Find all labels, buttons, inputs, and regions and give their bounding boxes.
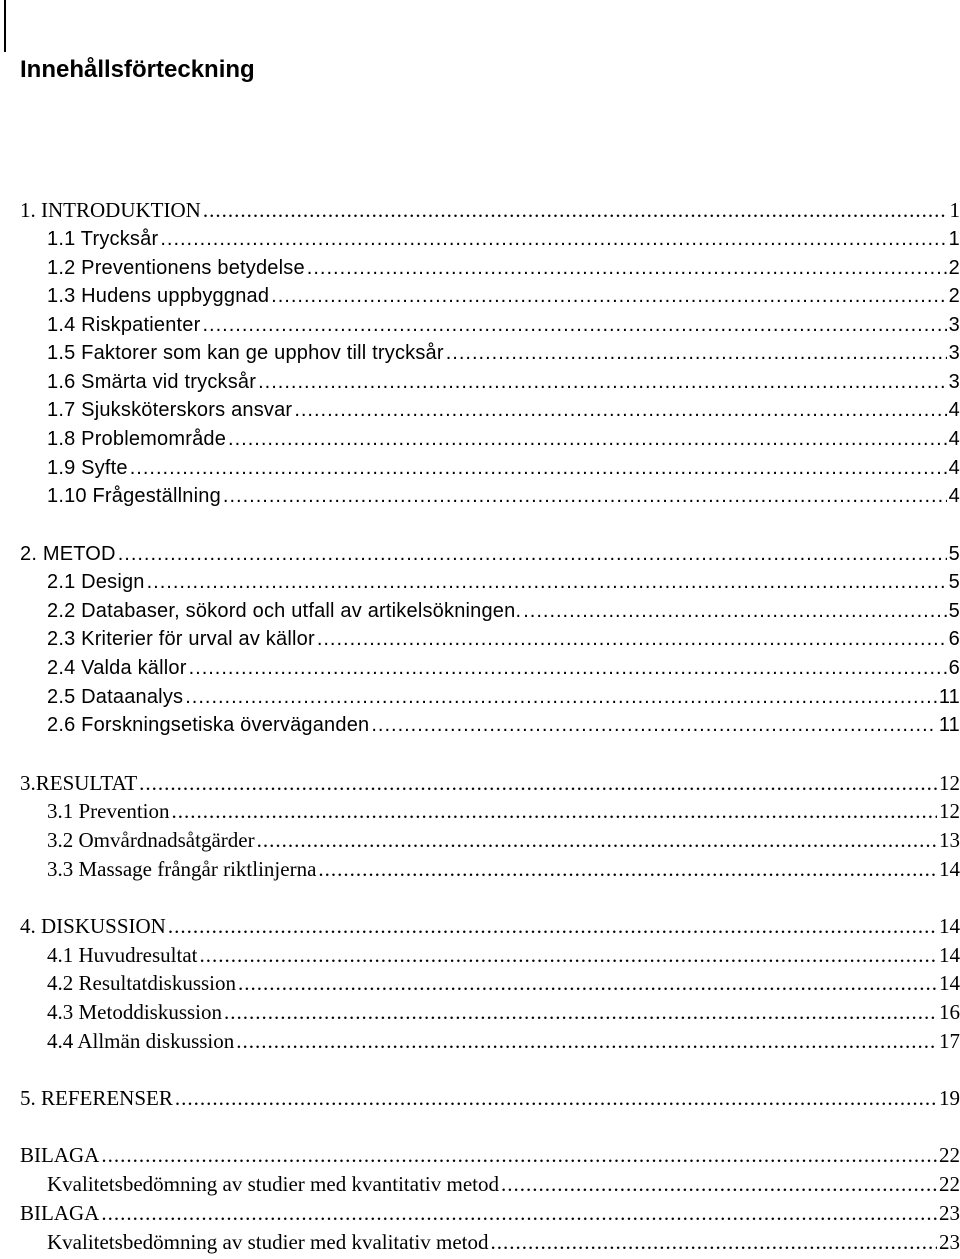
toc-entry-2-6-forskningsetiska[interactable]	[47, 711, 960, 740]
toc-entry-label: Kvalitetsbedömning av studier med kvantitativ metod	[47, 1172, 499, 1196]
toc-dot-leader	[202, 311, 946, 340]
toc-entry-page-number: 5	[948, 600, 960, 622]
toc-entry-page-number: 14	[939, 857, 960, 881]
page-corner-mark	[4, 0, 6, 52]
toc-entry-label: 1. INTRODUKTION	[20, 198, 201, 222]
toc-entry-label: 4.2 Resultatdiskussion	[47, 971, 237, 995]
toc-dot-leader	[185, 683, 937, 712]
toc-dot-leader	[294, 396, 946, 425]
toc-dot-leader	[238, 969, 937, 998]
toc-dot-leader	[171, 797, 937, 826]
toc-dot-leader	[224, 998, 937, 1027]
toc-dot-leader	[223, 482, 947, 511]
toc-entry-1-2-preventionens-betydelse[interactable]	[47, 254, 960, 283]
toc-entry-page-number: 3	[948, 314, 960, 336]
toc-entry-label: 2.3 Kriterier för urval av källor	[47, 628, 315, 650]
toc-entry-page-number: 11	[938, 714, 960, 736]
toc-dot-leader	[491, 1228, 938, 1257]
toc-entry-1-1-trycksar[interactable]	[47, 225, 960, 254]
toc-entry-label: 2.5 Dataanalys	[47, 686, 184, 708]
toc-entry-2-1-design[interactable]	[47, 568, 960, 597]
toc-entry-label: 4.3 Metoddiskussion	[47, 1000, 223, 1024]
toc-dot-leader	[271, 282, 947, 311]
toc-entry-label: 1.2 Preventionens betydelse	[47, 257, 305, 279]
toc-entry-label: 3.1 Prevention	[47, 799, 170, 823]
toc-dot-leader	[175, 1084, 937, 1113]
toc-entry-page-number: 6	[948, 657, 960, 679]
toc-dot-leader	[258, 368, 947, 397]
toc-dot-leader	[199, 941, 937, 970]
toc-entry-1-7-sjukskoterskors-ansvar[interactable]	[47, 396, 960, 425]
toc-dot-leader	[101, 1199, 937, 1228]
toc-dot-leader	[257, 826, 937, 855]
toc-entry-5-referenser[interactable]	[20, 1084, 960, 1113]
toc-entry-1-4-riskpatienter[interactable]	[47, 311, 960, 340]
toc-dot-leader	[139, 769, 937, 798]
toc-entry-label: BILAGA	[20, 1201, 100, 1225]
toc-entry-page-number: 12	[939, 799, 960, 823]
toc-entry-label: 2.1 Design	[47, 571, 145, 593]
toc-entry-label: 5. REFERENSER	[20, 1086, 173, 1110]
toc-entry-page-number: 14	[939, 971, 960, 995]
toc-entry-label: 1.1 Trycksår	[47, 228, 159, 250]
toc-dot-leader	[130, 454, 947, 483]
toc-dot-leader	[168, 912, 937, 941]
toc-entry-label: 3.2 Omvårdnadsåtgärder	[47, 828, 255, 852]
toc-entry-1-6-smarta[interactable]	[47, 368, 960, 397]
toc-entry-bilaga-2[interactable]	[20, 1199, 960, 1228]
toc-entry-3-2-omvardnadsatgarder[interactable]	[47, 826, 960, 855]
toc-entry-page-number: 11	[938, 686, 960, 708]
toc-dot-leader	[118, 540, 947, 569]
toc-entry-label: 2.4 Valda källor	[47, 657, 187, 679]
toc-dot-leader	[501, 1170, 937, 1199]
toc-entry-page-number: 3	[948, 371, 960, 393]
toc-entry-label: 3.RESULTAT	[20, 771, 138, 795]
toc-entry-4-diskussion[interactable]	[20, 912, 960, 941]
toc-entry-1-introduktion[interactable]	[20, 196, 960, 225]
toc-entry-4-1-huvudresultat[interactable]	[47, 941, 960, 970]
toc-entry-page-number: 14	[939, 943, 960, 967]
toc-dot-leader	[101, 1141, 937, 1170]
toc-entry-page-number: 19	[939, 1086, 960, 1110]
toc-entry-label: 1.9 Syfte	[47, 457, 128, 479]
toc-entry-page-number: 4	[948, 457, 960, 479]
toc-entry-label: 2.2 Databaser, sökord och utfall av artikelsökningen.	[47, 600, 522, 622]
toc-entry-3-resultat[interactable]	[20, 769, 960, 798]
toc-dot-leader	[371, 711, 936, 740]
toc-entry-label: 2. METOD	[20, 543, 116, 565]
toc-entry-label: 1.5 Faktorer som kan ge upphov till trycksår	[47, 342, 444, 364]
toc-dot-leader	[160, 225, 946, 254]
toc-entry-label: 3.3 Massage frångår riktlinjerna	[47, 857, 317, 881]
toc-entry-page-number: 13	[939, 828, 960, 852]
toc-entry-page-number: 12	[939, 771, 960, 795]
toc-entry-2-metod[interactable]	[20, 540, 960, 569]
toc-entry-label: 2.6 Forskningsetiska överväganden	[47, 714, 370, 736]
toc-entry-2-2-databaser[interactable]	[47, 597, 960, 626]
toc-entry-bilaga-1[interactable]	[20, 1141, 960, 1170]
toc-dot-leader	[228, 425, 947, 454]
toc-entry-4-3-metoddiskussion[interactable]	[47, 998, 960, 1027]
page-title: Innehållsförteckning	[20, 56, 255, 83]
toc-entry-page-number: 17	[939, 1029, 960, 1053]
toc-entry-label: 1.3 Hudens uppbyggnad	[47, 285, 270, 307]
toc-dot-leader	[236, 1027, 937, 1056]
toc-entry-label: 1.7 Sjuksköterskors ansvar	[47, 399, 293, 421]
toc-entry-page-number: 4	[948, 485, 960, 507]
toc-entry-2-5-dataanalys[interactable]	[47, 683, 960, 712]
toc-dot-leader	[203, 196, 948, 225]
toc-dot-leader	[147, 568, 947, 597]
toc-entry-label: 4. DISKUSSION	[20, 914, 166, 938]
toc-entry-kvalitetsbedomning-kvalitativ[interactable]	[47, 1228, 960, 1257]
toc-entry-page-number: 1	[949, 198, 960, 222]
toc-entry-label: 1.10 Frågeställning	[47, 485, 221, 507]
toc-dot-leader	[523, 597, 946, 626]
toc-entry-page-number: 22	[939, 1172, 960, 1196]
toc-entry-page-number: 23	[939, 1230, 960, 1254]
toc-entry-1-5-faktorer[interactable]	[47, 339, 960, 368]
toc-entry-3-3-massage[interactable]	[47, 855, 960, 884]
toc-dot-leader	[189, 654, 947, 683]
toc-entry-page-number: 16	[939, 1000, 960, 1024]
toc-dot-leader	[446, 339, 947, 368]
toc-entry-page-number: 23	[939, 1201, 960, 1225]
toc-entry-4-2-resultatdiskussion[interactable]	[47, 969, 960, 998]
toc-entry-label: 1.4 Riskpatienter	[47, 314, 201, 336]
toc-entry-page-number: 2	[948, 285, 960, 307]
toc-entry-2-4-valda-kallor[interactable]	[47, 654, 960, 683]
toc-entry-3-1-prevention[interactable]	[47, 797, 960, 826]
toc-entry-page-number: 3	[948, 342, 960, 364]
toc-entry-page-number: 5	[948, 571, 960, 593]
toc-entry-label: 1.8 Problemområde	[47, 428, 227, 450]
toc-entry-page-number: 22	[939, 1143, 960, 1167]
toc-entry-label: BILAGA	[20, 1143, 100, 1167]
toc-dot-leader	[307, 254, 947, 283]
toc-entry-label: Kvalitetsbedömning av studier med kvalitativ metod	[47, 1230, 489, 1254]
toc-entry-page-number: 6	[948, 628, 960, 650]
toc-entry-page-number: 1	[948, 228, 960, 250]
toc-entry-1-3-hudens-uppbyggnad[interactable]	[47, 282, 960, 311]
toc-entry-page-number: 4	[948, 399, 960, 421]
toc-entry-1-8-problemomrade[interactable]	[47, 425, 960, 454]
toc-entry-label: 1.6 Smärta vid trycksår	[47, 371, 257, 393]
toc-entry-label: 4.4 Allmän diskussion	[47, 1029, 235, 1053]
toc-dot-leader	[317, 625, 947, 654]
toc-entry-page-number: 2	[948, 257, 960, 279]
toc-entry-1-10-fragestallning[interactable]	[47, 482, 960, 511]
toc-dot-leader	[318, 855, 937, 884]
toc-entry-kvalitetsbedomning-kvantitativ[interactable]	[47, 1170, 960, 1199]
toc-entry-page-number: 5	[948, 543, 960, 565]
toc-entry-page-number: 4	[948, 428, 960, 450]
toc-entry-2-3-kriterier[interactable]	[47, 625, 960, 654]
toc-entry-page-number: 14	[939, 914, 960, 938]
toc-entry-4-4-allman-diskussion[interactable]	[47, 1027, 960, 1056]
toc-entry-1-9-syfte[interactable]	[47, 454, 960, 483]
toc-entry-label: 4.1 Huvudresultat	[47, 943, 198, 967]
